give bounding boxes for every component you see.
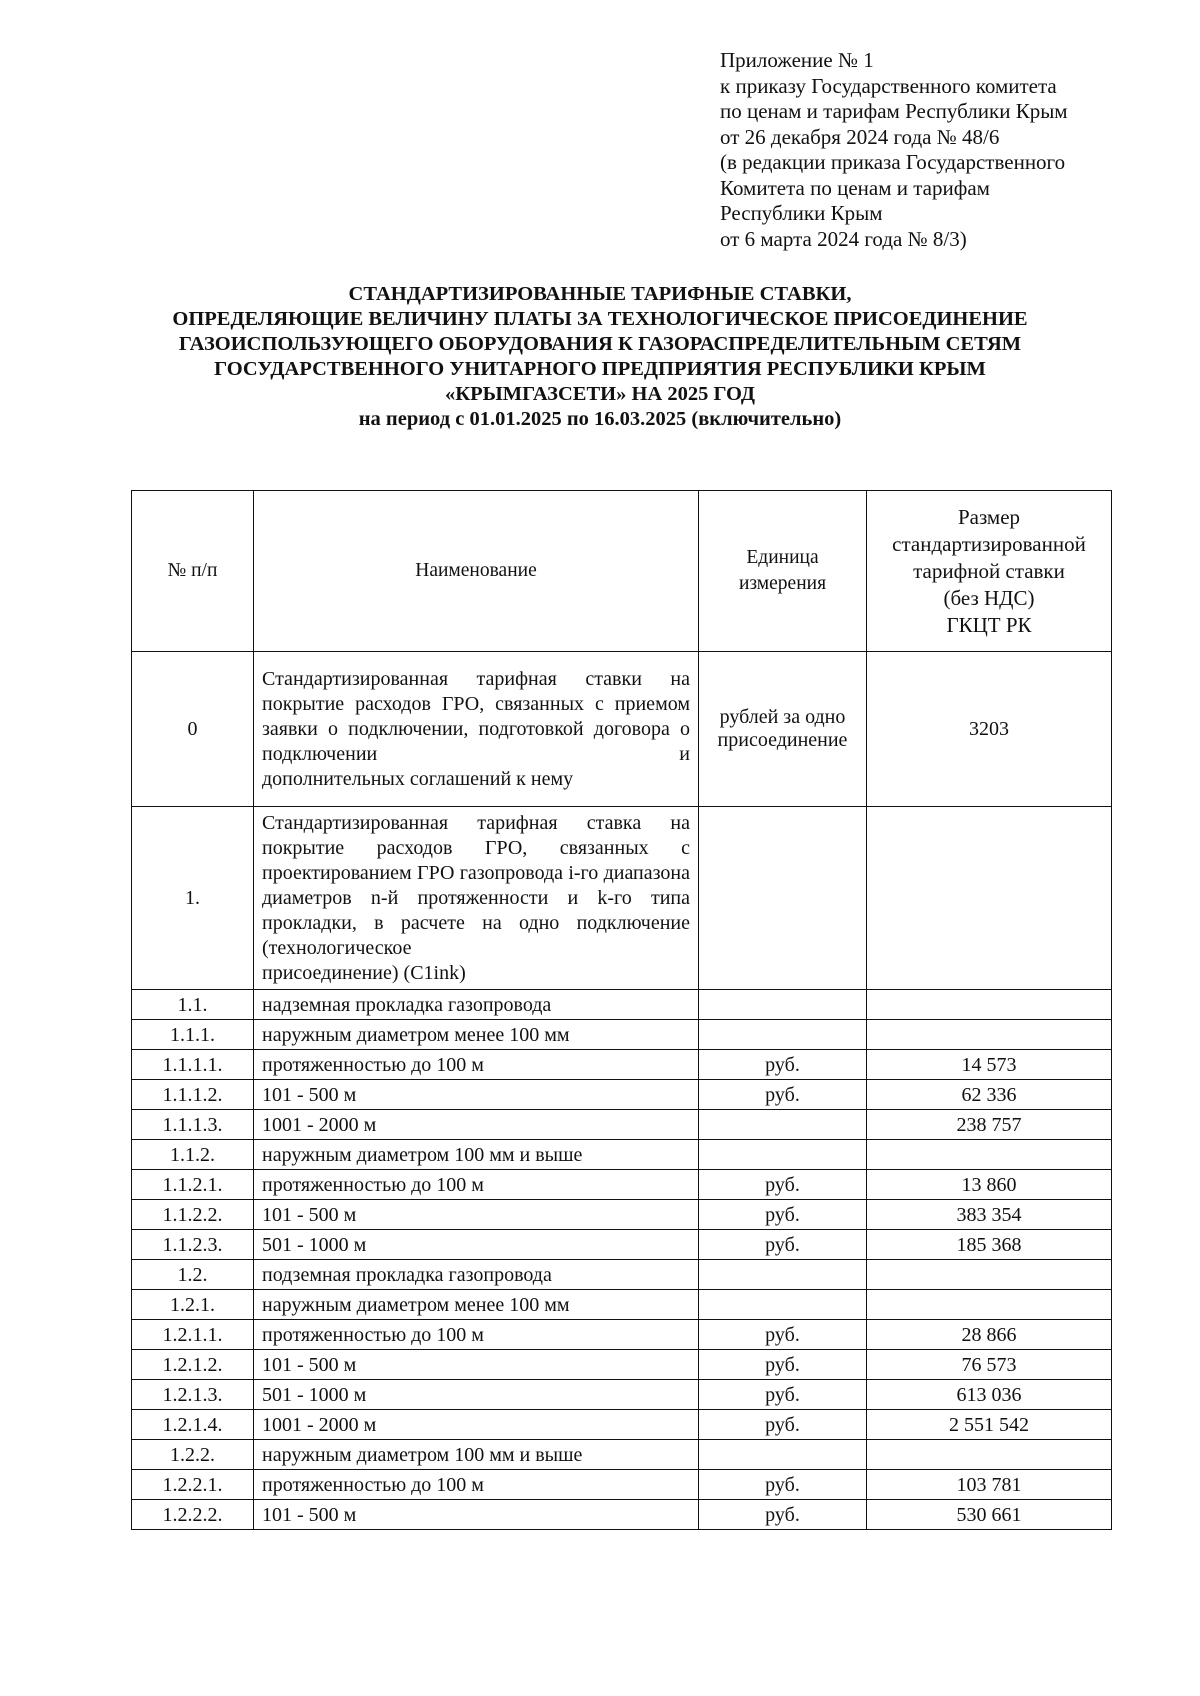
title-line: ГОСУДАРСТВЕННОГО УНИТАРНОГО ПРЕДПРИЯТИЯ РЕСПУБЛИКИ КРЫМ bbox=[214, 358, 986, 380]
cell-num: 1.1.2.2. bbox=[132, 1200, 254, 1230]
cell-unit: руб. bbox=[699, 1470, 867, 1500]
cell-num: 1.2.2.2. bbox=[132, 1500, 254, 1530]
header-rate-line: тарифной ставки bbox=[913, 558, 1065, 583]
cell-num: 1. bbox=[132, 807, 254, 990]
cell-name: 101 - 500 м bbox=[254, 1080, 699, 1110]
cell-unit: руб. bbox=[699, 1350, 867, 1380]
cell-num: 1.2.1.4. bbox=[132, 1410, 254, 1440]
cell-num: 1.2.1.1. bbox=[132, 1320, 254, 1350]
annex-line: от 26 декабря 2024 года № 48/6 bbox=[720, 124, 1000, 149]
table-row bbox=[132, 1470, 1112, 1500]
table-header-row bbox=[132, 491, 1112, 652]
cell-rate: 383 354 bbox=[867, 1200, 1112, 1230]
annex-line: от 6 марта 2024 года № 8/3) bbox=[720, 226, 967, 251]
annex-line: Республики Крым bbox=[720, 201, 883, 225]
table-row bbox=[132, 1200, 1112, 1230]
table-row bbox=[132, 1500, 1112, 1530]
cell-rate: 530 661 bbox=[867, 1500, 1112, 1530]
cell-name: наружным диаметром 100 мм и выше bbox=[254, 1140, 699, 1170]
header-rate-line: стандартизированной bbox=[892, 531, 1086, 556]
annex-line: к приказу Государственного комитета bbox=[720, 73, 1057, 98]
cell-name: наружным диаметром менее 100 мм bbox=[254, 1020, 699, 1050]
cell-num: 1.1.1.2. bbox=[132, 1080, 254, 1110]
cell-name bbox=[254, 807, 699, 990]
cell-unit: руб. bbox=[699, 1410, 867, 1440]
header-unit-line: Единица bbox=[746, 547, 819, 568]
table-row bbox=[132, 1020, 1112, 1050]
cell-num: 0 bbox=[132, 652, 254, 807]
cell-rate: 28 866 bbox=[867, 1320, 1112, 1350]
header-name: Наименование bbox=[254, 491, 699, 652]
cell-name: 101 - 500 м bbox=[254, 1350, 699, 1380]
cell-unit bbox=[699, 1110, 867, 1140]
cell-rate: 62 336 bbox=[867, 1080, 1112, 1110]
cell-unit bbox=[699, 1020, 867, 1050]
table-row bbox=[132, 1260, 1112, 1290]
cell-rate: 2 551 542 bbox=[867, 1410, 1112, 1440]
header-rate-line: ГКЦТ РК bbox=[946, 612, 1032, 637]
cell-rate: 238 757 bbox=[867, 1110, 1112, 1140]
cell-num: 1.2. bbox=[132, 1260, 254, 1290]
cell-name: наружным диаметром менее 100 мм bbox=[254, 1290, 699, 1320]
cell-name: наружным диаметром 100 мм и выше bbox=[254, 1440, 699, 1470]
cell-unit: руб. bbox=[699, 1200, 867, 1230]
annex-line: (в редакции приказа Государственного bbox=[720, 150, 1066, 174]
cell-num: 1.1.2.3. bbox=[132, 1230, 254, 1260]
cell-name: 101 - 500 м bbox=[254, 1500, 699, 1530]
cell-rate: 185 368 bbox=[867, 1230, 1112, 1260]
table-row bbox=[132, 1440, 1112, 1470]
cell-num: 1.2.1.3. bbox=[132, 1380, 254, 1410]
cell-unit: руб. bbox=[699, 1380, 867, 1410]
cell-unit: руб. bbox=[699, 1320, 867, 1350]
cell-unit bbox=[699, 807, 867, 990]
table-row bbox=[132, 1380, 1112, 1410]
annex-line: по ценам и тарифам Республики Крым bbox=[720, 99, 1068, 123]
cell-rate bbox=[867, 1140, 1112, 1170]
table-row bbox=[132, 1050, 1112, 1080]
table-row bbox=[132, 807, 1112, 990]
cell-unit bbox=[699, 1140, 867, 1170]
cell-name: 501 - 1000 м bbox=[254, 1380, 699, 1410]
title-period: на период с 01.01.2025 по 16.03.2025 (включительно) bbox=[358, 408, 842, 430]
table-row bbox=[132, 1080, 1112, 1110]
table-row bbox=[132, 1410, 1112, 1440]
cell-name: 101 - 500 м bbox=[254, 1200, 699, 1230]
annex-header bbox=[720, 48, 1140, 252]
cell-unit-line: рублей за одно bbox=[719, 706, 846, 728]
title-line: СТАНДАРТИЗИРОВАННЫЕ ТАРИФНЫЕ СТАВКИ, bbox=[348, 283, 852, 305]
cell-name: 1001 - 2000 м bbox=[254, 1410, 699, 1440]
header-rate-line: (без НДС) bbox=[943, 585, 1035, 610]
header-rate bbox=[867, 491, 1112, 652]
table-row bbox=[132, 1110, 1112, 1140]
table-row bbox=[132, 1320, 1112, 1350]
document-title bbox=[60, 282, 1140, 432]
cell-name: протяженностью до 100 м bbox=[254, 1320, 699, 1350]
title-line: ГАЗОИСПОЛЬЗУЮЩЕГО ОБОРУДОВАНИЯ К ГАЗОРАСПРЕДЕЛИТЕЛЬНЫМ СЕТЯМ bbox=[178, 333, 1022, 355]
cell-num: 1.1.1.3. bbox=[132, 1110, 254, 1140]
cell-name: 1001 - 2000 м bbox=[254, 1110, 699, 1140]
cell-rate bbox=[867, 1020, 1112, 1050]
title-line: «КРЫМГАЗСЕТИ» НА 2025 ГОД bbox=[444, 383, 756, 405]
annex-line: Приложение № 1 bbox=[720, 48, 874, 72]
cell-rate: 3203 bbox=[867, 652, 1112, 807]
table-row bbox=[132, 1350, 1112, 1380]
cell-rate bbox=[867, 990, 1112, 1020]
cell-rate: 13 860 bbox=[867, 1170, 1112, 1200]
header-rate-line: Размер bbox=[957, 504, 1021, 529]
cell-rate: 613 036 bbox=[867, 1380, 1112, 1410]
cell-name: протяженностью до 100 м bbox=[254, 1170, 699, 1200]
cell-num: 1.2.2.1. bbox=[132, 1470, 254, 1500]
title-line: ОПРЕДЕЛЯЮЩИЕ ВЕЛИЧИНУ ПЛАТЫ ЗА ТЕХНОЛОГИЧЕСКОЕ ПРИСОЕДИНЕНИЕ bbox=[172, 308, 1028, 330]
cell-rate bbox=[867, 1290, 1112, 1320]
cell-rate: 103 781 bbox=[867, 1470, 1112, 1500]
cell-unit bbox=[699, 1290, 867, 1320]
cell-unit-line: присоединение bbox=[717, 729, 848, 751]
cell-rate bbox=[867, 1260, 1112, 1290]
cell-num: 1.1.1. bbox=[132, 1020, 254, 1050]
cell-num: 1.2.1.2. bbox=[132, 1350, 254, 1380]
header-unit bbox=[699, 491, 867, 652]
cell-num: 1.2.1. bbox=[132, 1290, 254, 1320]
cell-unit bbox=[699, 990, 867, 1020]
cell-rate: 14 573 bbox=[867, 1050, 1112, 1080]
cell-name: протяженностью до 100 м bbox=[254, 1470, 699, 1500]
cell-rate bbox=[867, 807, 1112, 990]
cell-unit: руб. bbox=[699, 1230, 867, 1260]
cell-unit bbox=[699, 1260, 867, 1290]
cell-unit: руб. bbox=[699, 1080, 867, 1110]
annex-line: Комитета по ценам и тарифам bbox=[720, 175, 990, 200]
table-row bbox=[132, 1230, 1112, 1260]
cell-name: протяженностью до 100 м bbox=[254, 1050, 699, 1080]
cell-unit: руб. bbox=[699, 1170, 867, 1200]
cell-num: 1.1.2. bbox=[132, 1140, 254, 1170]
cell-num: 1.1.2.1. bbox=[132, 1170, 254, 1200]
cell-name-text: Стандартизированная тарифная ставка на покрытие расходов ГРО, связанных с проектированием ГРО газопровода i-го диапазона диаметров n-й протяженности и k-го типа прокладки, в расчете на одно подключение (технологическое bbox=[262, 811, 690, 959]
table-row bbox=[132, 652, 1112, 807]
table-row bbox=[132, 990, 1112, 1020]
table-row bbox=[132, 1140, 1112, 1170]
cell-name: 501 - 1000 м bbox=[254, 1230, 699, 1260]
cell-name-text: дополнительных соглашений к нему bbox=[262, 767, 574, 790]
header-unit-line: измерения bbox=[738, 573, 827, 594]
cell-unit bbox=[699, 1440, 867, 1470]
cell-unit: руб. bbox=[699, 1050, 867, 1080]
header-num: № п/п bbox=[132, 491, 254, 652]
cell-num: 1.1.1.1. bbox=[132, 1050, 254, 1080]
table-row bbox=[132, 1170, 1112, 1200]
cell-name bbox=[254, 652, 699, 807]
cell-unit: руб. bbox=[699, 1500, 867, 1530]
cell-num: 1.2.2. bbox=[132, 1440, 254, 1470]
cell-name-text: Стандартизированная тарифная ставки на покрытие расходов ГРО, связанных с приемом заявки о подключении, подготовкой договора о подключении и bbox=[262, 667, 690, 765]
cell-rate: 76 573 bbox=[867, 1350, 1112, 1380]
cell-num: 1.1. bbox=[132, 990, 254, 1020]
cell-rate bbox=[867, 1440, 1112, 1470]
cell-unit bbox=[699, 652, 867, 807]
cell-name: подземная прокладка газопровода bbox=[254, 1260, 699, 1290]
tariff-table bbox=[131, 490, 1112, 1530]
table-row bbox=[132, 1290, 1112, 1320]
cell-name-text: присоединение) (C1ink) bbox=[262, 961, 466, 984]
cell-name: надземная прокладка газопровода bbox=[254, 990, 699, 1020]
